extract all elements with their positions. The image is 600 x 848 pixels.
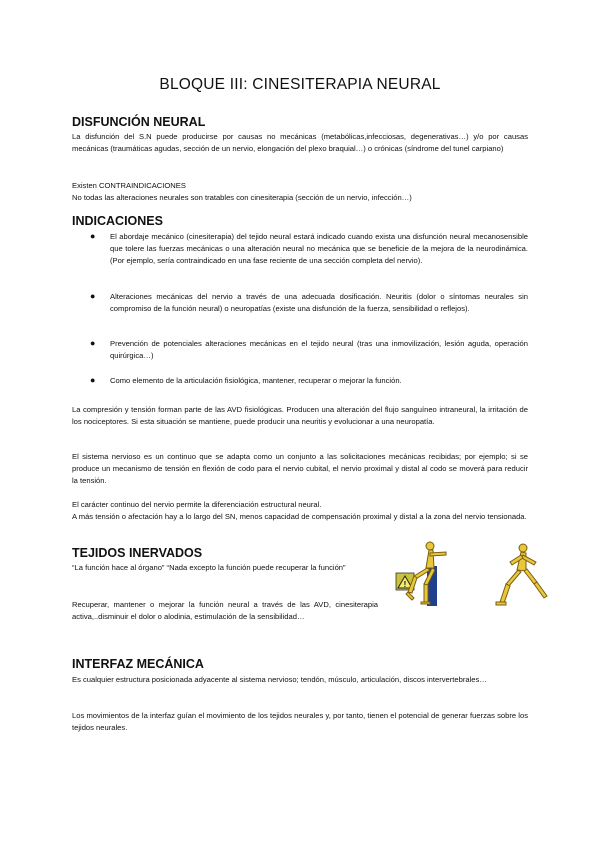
list-item [90,338,528,362]
heading-indicaciones: INDICACIONES [72,214,163,228]
list-item [90,231,528,266]
bullet-icon: ● [90,375,96,385]
contraindicaciones-line: Existen CONTRAINDICACIONES [72,181,186,190]
disfuncion-paragraph: La disfunción del S.N puede producirse por causas no mecánicas (metabólicas,infecciosas, degenerativas…) y/o por causas mecánicas (traumáticas agudas, sección de un nervio, elongación del plexo braquial…) o crónicas (síndrome del tunel carpiano) [72,132,528,153]
skeleton-illustration [390,540,560,610]
bullet-icon: ● [90,231,96,241]
skeleton-figures [390,540,560,610]
diferenciacion-line: El carácter continuo del nervio permite la diferenciación estructural neural. [72,500,322,509]
bullet-icon: ● [90,291,96,301]
skeleton-leap-icon [496,544,547,605]
quote-paragraph: “La función hace al órgano” “Nada excepto la función puede recuperar la función” [72,563,346,572]
bullet-icon: ● [90,338,96,348]
avd-paragraph: La compresión y tensión forman parte de las AVD fisiológicas. Producen una alteración del flujo sanguíneo intraneural, la irritación de los nociceptores. Si esta situación se mantiene, puede producir una neuritis y evolucionar a una neuropatía. [72,405,528,426]
contraindicaciones-note: No todas las alteraciones neurales son tratables con cinesiterapia (sección de un nervio, infección…) [72,193,412,202]
list-item-text: Prevención de potenciales alteraciones mecánicas en el tejido neural (tras una inmovilización, lesión aguda, operación quirúrgica…) [110,339,528,360]
interfaz-definition: Es cualquier estructura posicionada adyacente al sistema nervioso; tendón, músculo, articulación, discos intervertebrales… [72,675,487,684]
list-item [90,291,528,315]
tension-paragraph: A más tensión o afectación hay a lo largo del SN, menos capacidad de compensación proximal y distal a la zona del nervio tensionada. [72,512,527,521]
heading-interfaz-mecanica: INTERFAZ MECÁNICA [72,657,204,671]
continuo-paragraph: El sistema nervioso es un continuo que se adapta como un conjunto a las solicitaciones mecánicas recibidas; por ejemplo; si se produce un mecanismo de tensión en flexión de codo para el nervio cubital, el nervio proximal y distal al codo se moverá para reducir la tensión. [72,452,528,485]
svg-text:!: ! [403,580,407,589]
interfaz-movement: Los movimientos de la interfaz guían el movimiento de los tejidos neurales y, por tanto, tienen el potencial de generar fuerzas sobre los tejidos neurales. [72,711,528,732]
tejidos-paragraph: Recuperar, mantener o mejorar la función neural a través de las AVD, cinesiterapia activa,..disminuir el dolor o alodinia, estimulación de la sensibilidad… [72,600,378,621]
list-item-text: El abordaje mecánico (cinesiterapia) del tejido neural estará indicado cuando exista una disfunción neural mecanosensible que tolere las fuerzas mecánicas o una alteración neural no mecánica que se beneficie de la mejora de la neurodinámica. (Por ejemplo, sería contraindicado en una fase reciente de una sección completa del nervio). [110,232,528,265]
list-item-text: Alteraciones mecánicas del nervio a través de una adecuada dosificación. Neuritis (dolor o síntomas neurales sin compromiso de la función neural) o neuropatías (existe una disfunción de la fuerza, sensibilidad o reflejos). [110,292,528,313]
heading-disfuncion-neural: DISFUNCIÓN NEURAL [72,115,206,129]
page-title: BLOQUE III: CINESITERAPIA NEURAL [159,76,441,93]
list-item [90,375,528,387]
list-item-text: Como elemento de la articulación fisiológica, mantener, recuperar o mejorar la función. [110,376,402,385]
heading-tejidos-inervados: TEJIDOS INERVADOS [72,546,203,560]
